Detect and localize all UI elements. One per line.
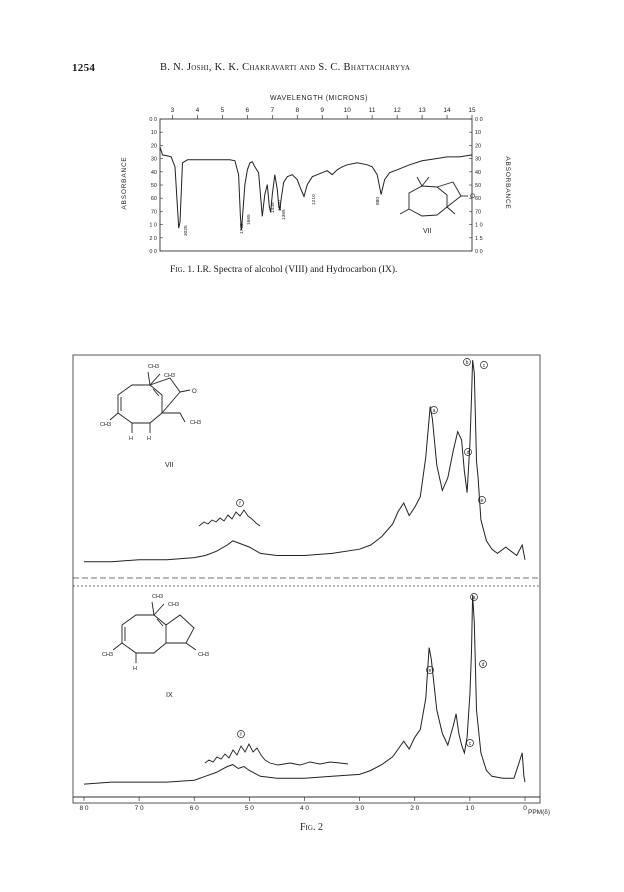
nmr-x-tick-label: 6 0 [189,805,199,812]
figure-1-caption-label: Fig. 1. [170,265,195,275]
ir-top-tick-label: 6 [245,107,250,114]
nmr-bottom-ch3-label: CH3 [102,652,114,658]
ir-left-tick-label: 70 [150,209,157,216]
ir-right-tick-label: 40 [475,169,482,176]
ir-top-tick-label: 3 [170,107,175,114]
ir-left-axis-label: ABSORBANCE [121,156,128,210]
gem-dimethyl-bonds [148,372,160,385]
ir-left-tick-label: 20 [150,143,157,150]
ir-right-tick-label: 1 0 [475,222,483,229]
ring-double-bonds [121,389,159,411]
ir-right-axis-label: ABSORBANCE [504,156,511,210]
ir-top-tick-label: 14 [443,107,451,114]
ir-right-tick-label: 50 [475,183,482,189]
nmr-top-peak-letter: b [465,360,469,366]
ir-right-tick-label: 20 [475,143,482,150]
ir-peak-label: 1445 [271,202,276,213]
ir-peak-label: 1665 [247,214,252,225]
nmr-bottom-olefinic-inset [205,744,348,765]
ir-left-tick-label: 50 [150,183,157,189]
nmr-top-spectrum-line [84,360,525,562]
nmr-x-tick-label: 0 [523,805,527,812]
nmr-top-peak-letter: c [482,363,486,369]
cyclooctadiene-ring [122,615,166,653]
ir-right-tick-label: 0 0 [475,249,483,255]
nmr-top-structure [110,372,190,433]
ir-peak-label: 1735 [240,223,245,234]
ir-peak-label: 3025 [184,225,189,236]
ir-inset-oxygen: O [470,193,476,200]
ir-peak-label: 880 [376,196,381,205]
ir-left-tick-label: 2 0 [149,235,157,242]
ir-peak-label: 1210 [312,194,317,205]
carbonyl-bond [180,390,190,392]
ir-top-tick-label: 5 [220,107,225,114]
ir-structure-label: VII [423,228,432,235]
vinyl-h-bonds [132,423,150,433]
nmr-top-compound-label: VII [165,462,174,469]
ring-methyl-bond [113,643,122,650]
nmr-top-h-label: H [129,436,133,442]
nmr-top-ch3-label: CH3 [100,422,112,428]
ir-right-tick-label: 70 [475,209,482,216]
side-methyl-bond [162,413,185,422]
nmr-top-peak-letter: f [239,501,241,507]
ir-top-tick-label: 7 [270,107,275,114]
ir-left-tick-label: 60 [150,196,157,203]
cyclooctadiene-ring [118,385,162,423]
nmr-x-axis-unit: PPM(δ) [528,809,551,816]
ir-left-tick-label: 1 0 [149,222,157,229]
running-head-authors: B. N. Joshi, K. K. Chakravarti and S. C. Bhattacharyya [160,62,411,73]
nmr-bottom-peak-letter: d [481,662,485,668]
ir-peak-label: 1365 [282,209,287,220]
nmr-top-peak-letter: d [466,450,470,456]
ir-right-tick-label: 30 [475,156,482,163]
cyclopentanone-ring [150,378,180,413]
nmr-bottom-structure [113,602,196,663]
nmr-top-oxygen-label: O [192,389,197,395]
ir-top-tick-label: 10 [343,107,351,114]
ring-double-bonds [125,619,163,641]
nmr-x-tick-label: 4 0 [299,805,310,812]
nmr-x-tick-label: 7 0 [134,805,144,812]
figure-1-caption-text: I.R. Spectra of alcohol (VIII) and Hydrocarbon (IX). [196,265,398,275]
nmr-bottom-peak-letters [238,594,487,748]
nmr-top-ch3-label: CH3 [190,420,202,426]
page-number: 1254 [72,62,96,74]
ir-right-tick-label: 10 [475,130,482,137]
ir-right-tick-label: 60 [475,196,482,203]
nmr-top-peak-letters [237,359,488,508]
ir-top-axis-label: WAVELENGTH (MICRONS) [270,95,368,102]
nmr-outer-frame [73,355,540,803]
ring-methyl-bond [110,413,118,420]
gem-dimethyl-bonds [152,602,164,615]
nmr-x-tick-label: 2 0 [410,805,420,812]
nmr-x-tick-label: 5 0 [244,805,254,812]
nmr-x-tick-label: 8 0 [79,805,89,812]
nmr-bottom-compound-label: IX [166,692,173,699]
ir-top-tick-label: 11 [368,107,376,114]
ir-top-tick-label: 4 [195,107,200,114]
ir-top-tick-label: 9 [320,107,325,114]
nmr-x-tick-label: 1 0 [465,805,475,812]
nmr-bottom-spectrum-line [84,595,525,784]
cyclopentene-ring [166,615,194,643]
nmr-top-ch3-label: CH3 [164,373,176,379]
nmr-bottom-peak-letter: f [240,732,242,738]
nmr-bottom-h-label: H [133,666,137,672]
nmr-top-ch3-label: CH3 [148,364,160,370]
ir-left-tick-label: 0 0 [149,249,157,255]
nmr-top-peak-letter: e [480,498,484,504]
nmr-x-tick-group [79,797,527,812]
ir-left-tick-label: 10 [150,130,157,137]
nmr-bottom-peak-letter: a [472,595,476,601]
nmr-top-h-label: H [147,436,151,442]
figure-2-caption: Fig. 2 [300,822,323,833]
ir-top-tick-label: 15 [468,107,476,114]
nmr-bottom-peak-letter: e [428,668,432,674]
ir-top-tick-label: 13 [418,107,426,114]
ir-right-tick-label: 0 0 [475,117,483,123]
nmr-top-peak-letter: a [432,408,436,414]
nmr-x-tick-label: 3 0 [355,805,365,812]
ir-left-tick-label: 30 [150,156,157,163]
nmr-bottom-peak-letter: c [468,741,472,747]
ir-right-tick-label: 1 5 [475,235,483,242]
nmr-bottom-ch3-label: CH3 [152,594,164,600]
nmr-bottom-ch3-label: CH3 [168,602,180,608]
ir-peak-label: 1380 [278,200,283,211]
ir-left-tick-label: 40 [150,169,157,176]
side-methyl-bond [186,643,196,650]
nmr-bottom-ch3-label: CH3 [198,652,210,658]
ir-left-tick-label: 0 0 [149,117,157,123]
ir-top-tick-label: 8 [295,107,300,114]
nmr-top-olefinic-inset [199,510,260,526]
ir-top-tick-label: 12 [393,107,401,114]
